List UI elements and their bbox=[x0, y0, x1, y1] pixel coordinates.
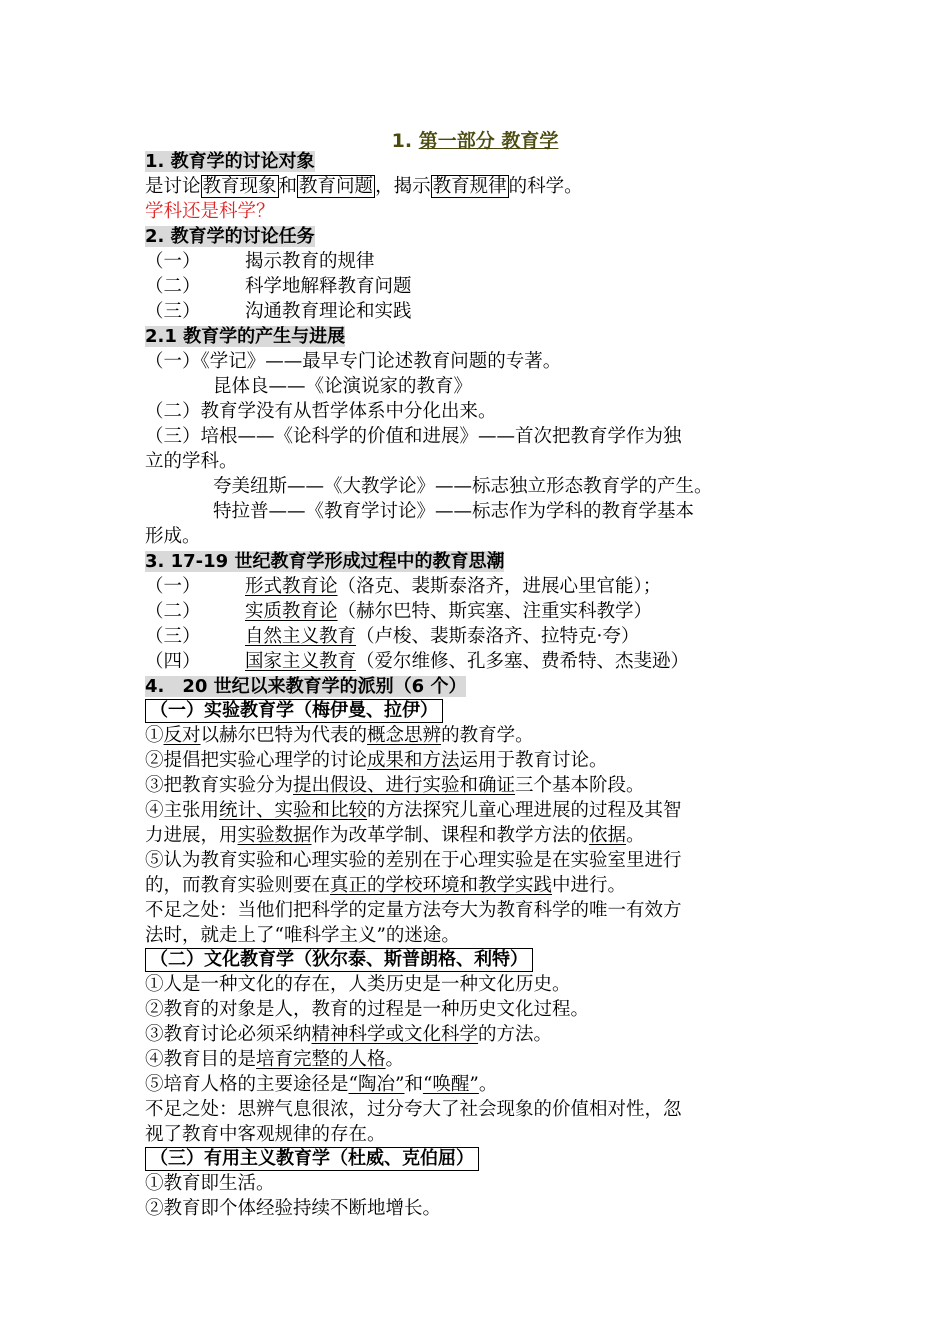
text-line: 特拉普——《教育学讨论》——标志作为学科的教育学基本 bbox=[213, 501, 695, 522]
text-line: （三）培根——《论科学的价值和进展》——首次把教育学作为独 bbox=[145, 426, 682, 447]
text-line: 法时，就走上了“唯科学主义”的迷途。 bbox=[145, 925, 460, 946]
subsection-heading: （一）实验教育学（梅伊曼、拉伊） bbox=[145, 698, 443, 723]
text-line: ③教育讨论必须采纳精神科学或文化科学的方法。 bbox=[145, 1024, 553, 1045]
section-1-definition: 是讨论 教育现象 和 教育问题 ，揭示 教育规律 的科学。 bbox=[145, 176, 583, 197]
text-line: 形成。 bbox=[145, 526, 201, 547]
text-line: ④主张用统计、实验和比较的方法探究儿童心理进展的过程及其智 bbox=[145, 800, 682, 821]
term-box: 教育现象 bbox=[202, 176, 277, 197]
text-line: （二）教育学没有从哲学体系中分化出来。 bbox=[145, 401, 497, 422]
section-1-question: 学科还是科学？ bbox=[145, 201, 275, 222]
list-item: （二） 科学地解释教育问题 bbox=[145, 276, 412, 297]
section-4-heading: 4. 20 世纪以来教育学的派别（6 个） bbox=[145, 676, 467, 697]
text-line: 视了教育中客观规律的存在。 bbox=[145, 1124, 386, 1145]
term-box: 教育问题 bbox=[299, 176, 374, 197]
text-line: ②教育的对象是人，教育的过程是一种历史文化过程。 bbox=[145, 999, 590, 1020]
title-number: 1. bbox=[391, 130, 413, 152]
list-item: （一） 揭示教育的规律 bbox=[145, 251, 375, 272]
text-line: 立的学科。 bbox=[145, 451, 238, 472]
section-3-heading: 3. 17-19 世纪教育学形成过程中的教育思潮 bbox=[145, 551, 505, 572]
list-item: （二） 实质教育论（赫尔巴特、斯宾塞、注重实科教学） bbox=[145, 601, 653, 622]
text-line: 夸美纽斯——《大教学论》——标志独立形态教育学的产生。 bbox=[213, 476, 713, 497]
text-line: （一）《学记》——最早专门论述教育问题的专著。 bbox=[145, 351, 562, 372]
text-line: ①教育即生活。 bbox=[145, 1173, 275, 1194]
page-title bbox=[0, 126, 950, 153]
text-line: 不足之处：思辨气息很浓，过分夸大了社会现象的价值相对性，忽 bbox=[145, 1099, 682, 1120]
text-line: ⑤培育人格的主要途径是“陶冶”和“唤醒”。 bbox=[145, 1074, 498, 1095]
text-line: ①人是一种文化的存在，人类历史是一种文化历史。 bbox=[145, 974, 571, 995]
section-2-heading: 2. 教育学的讨论任务 bbox=[145, 226, 315, 247]
text-line: ⑤认为教育实验和心理实验的差别在于心理实验是在实验室里进行 bbox=[145, 850, 682, 871]
subsection-heading: （二）文化教育学（狄尔泰、斯普朗格、利特） bbox=[145, 947, 533, 972]
text-line: ②教育即个体经验持续不断地增长。 bbox=[145, 1198, 442, 1219]
section-1-heading: 1. 教育学的讨论对象 bbox=[145, 151, 315, 172]
list-item: （一） 形式教育论（洛克、裴斯泰洛齐，进展心里官能）； bbox=[145, 576, 662, 597]
text-line: ②提倡把实验心理学的讨论成果和方法运用于教育讨论。 bbox=[145, 750, 608, 771]
text-line: 的，而教育实验则要在真正的学校环境和教学实践中进行。 bbox=[145, 875, 627, 896]
list-item: （三） 自然主义教育（卢梭、裴斯泰洛齐、拉特克·夸） bbox=[145, 626, 640, 647]
text-line: ③把教育实验分为提出假设、进行实验和确证三个基本阶段。 bbox=[145, 775, 645, 796]
section-2-1-heading: 2.1 教育学的产生与进展 bbox=[145, 326, 346, 347]
text-line: ④教育目的是培育完整的人格。 bbox=[145, 1049, 405, 1070]
text-line: 昆体良——《论演说家的教育》 bbox=[213, 376, 473, 397]
list-item: （四） 国家主义教育（爱尔维修、孔多塞、费希特、杰斐逊） bbox=[145, 651, 690, 672]
subsection-heading: （三）有用主义教育学（杜威、克伯屈） bbox=[145, 1146, 479, 1171]
term-box: 教育规律 bbox=[432, 176, 507, 197]
title-text: 第一部分 教育学 bbox=[418, 130, 559, 152]
list-item: （三） 沟通教育理论和实践 bbox=[145, 301, 412, 322]
text-line: ①反对以赫尔巴特为代表的概念思辨的教育学。 bbox=[145, 725, 534, 746]
text-line: 力进展，用实验数据作为改革学制、课程和教学方法的依据。 bbox=[145, 825, 645, 846]
text-line: 不足之处：当他们把科学的定量方法夸大为教育科学的唯一有效方 bbox=[145, 900, 682, 921]
